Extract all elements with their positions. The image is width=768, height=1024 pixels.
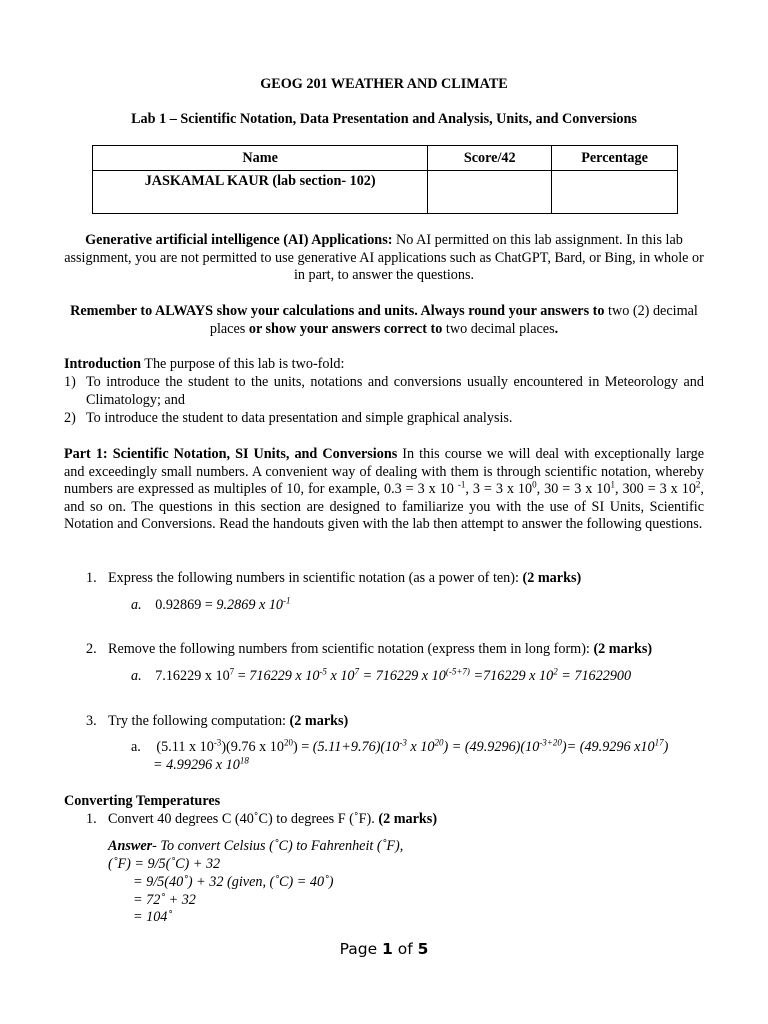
lab-title: Lab 1 – Scientific Notation, Data Presentation and Analysis, Units, and Conversions: [131, 111, 637, 127]
text-run: (2 marks): [289, 713, 349, 729]
text-run: -3: [399, 737, 407, 748]
intro-item-2: [64, 410, 704, 428]
question-3-answer: [131, 739, 711, 757]
question-2-text: [108, 641, 652, 659]
question-1-text: [108, 570, 581, 588]
intro-item-1-text: To introduce the student to the units, notations and conversions usually encountered in Meteorology and Climatology; and: [86, 374, 704, 408]
text-run: (2 marks): [593, 641, 653, 657]
text-run: Generative artificial intelligence (AI) Applications:: [85, 232, 393, 248]
text-run: 17: [654, 737, 664, 748]
footer-page-total: 5: [417, 940, 429, 958]
question-3-number: 3.: [86, 713, 97, 729]
answer-line-4: [133, 892, 733, 910]
ai-policy-paragraph: [64, 232, 704, 285]
text-run: Express the following numbers in scientific notation (as a power of ten):: [108, 570, 523, 586]
score-table: [92, 145, 678, 214]
header-percentage: Percentage: [552, 146, 678, 171]
text-run: , 3 = 3 x 10: [465, 481, 533, 498]
text-run: ) =: [292, 739, 313, 755]
text-run: Convert 40 degrees C (40: [108, 811, 254, 827]
text-run: C) to degrees F (: [258, 811, 354, 827]
footer-of: of: [392, 940, 418, 958]
question-2-answer-label: a.: [131, 668, 142, 684]
text-run: = 4.99296 x 10: [153, 757, 240, 773]
answer-line-2: [108, 856, 708, 874]
question-3-answer-label: a.: [131, 739, 141, 755]
text-run: , 30 = 3 x 10: [536, 481, 611, 498]
student-name-cell: JASKAMAL KAUR (lab section- 102): [93, 171, 428, 214]
text-run: F).: [358, 811, 379, 827]
text-run: x 10: [326, 668, 355, 684]
text-run: = 9/5(40˚) + 32 (given, (˚C) = 40˚): [133, 874, 334, 890]
question-1-answer-label: a.: [131, 597, 142, 613]
answer-line-1: [108, 838, 708, 856]
text-run: = 71622900: [557, 668, 632, 684]
text-run: ˚: [253, 811, 259, 827]
text-run: )(9.76 x 10: [221, 739, 284, 755]
score-table-row: [93, 171, 678, 214]
part1-paragraph: [64, 446, 704, 534]
text-run: =: [234, 668, 250, 684]
question-2-answer-text: [155, 668, 631, 684]
text-run: Remember to ALWAYS show your calculations and units. Always round your answers to: [70, 303, 605, 319]
text-run: 7: [354, 666, 360, 677]
text-run: 20: [434, 737, 444, 748]
text-run: -5: [319, 666, 327, 677]
intro-item-2-number: 2): [64, 410, 76, 426]
text-run: = 104˚: [133, 909, 173, 925]
text-run: )= (49.9296 x10: [561, 739, 655, 755]
answer-line-5: [133, 909, 733, 927]
question-3-answer-line-1: [156, 739, 668, 755]
text-run: ): [663, 739, 669, 755]
text-run: Answer: [108, 838, 153, 854]
text-run: -3+20: [539, 737, 562, 748]
text-run: -1: [283, 595, 291, 606]
text-run: In this course we will deal with exceptionally large and exceedingly small numbers. A convenient way of dealing with them is through scientific notation, whereby numbers are expressed as multiples of 10, for example, 0.3 = 3 x 10: [64, 446, 704, 498]
text-run: x 10: [406, 739, 435, 755]
temperature-question-1-text: [108, 811, 437, 829]
temperature-question-1-number: 1.: [86, 811, 97, 827]
header-name: Name: [93, 146, 428, 171]
text-run: 7.16229 x 10: [155, 668, 230, 684]
text-run: , and so on. The questions in this section are designed to familiarize you with the use of SI Units, Scientific Notation and Conversions. Read the handouts given with the lab then attempt to answer the following questions.: [64, 481, 704, 533]
text-run: Part 1: Scientific Notation, SI Units, and Conversions: [64, 446, 398, 462]
text-run: 9.2869 x 10: [216, 597, 284, 613]
text-run: 716229 x 10: [249, 668, 320, 684]
text-run: ˚: [353, 811, 359, 827]
text-run: 7: [229, 666, 235, 677]
intro-item-1-number: 1): [64, 374, 76, 390]
text-run: , 300 = 3 x 10: [614, 481, 696, 498]
rounding-reminder: [64, 303, 704, 338]
text-run: - To convert Celsius (˚C) to Fahrenheit (˚F),: [152, 838, 404, 854]
question-3-answer-line-2: [153, 757, 653, 775]
answer-line-3: [133, 874, 733, 892]
intro-item-2-text: To introduce the student to data presentation and simple graphical analysis.: [86, 410, 513, 426]
text-run: 1: [610, 479, 615, 490]
text-run: 0.92869 =: [155, 597, 217, 613]
text-run: 0: [532, 479, 537, 490]
question-3-text: [108, 713, 348, 731]
text-run: (5.11+9.76)(10: [312, 739, 400, 755]
question-2-number: 2.: [86, 641, 97, 657]
converting-temperatures-heading: Converting Temperatures: [64, 793, 221, 809]
text-run: 2: [695, 479, 701, 490]
text-run: (2 marks): [522, 570, 582, 586]
text-run: (5.11 x 10: [156, 739, 214, 755]
question-1-number: 1.: [86, 570, 97, 586]
text-run: (˚F) = 9/5(˚C) + 32: [108, 856, 221, 872]
text-run: two (2) decimal places: [209, 303, 698, 337]
percentage-cell: [552, 171, 678, 214]
text-run: (2 marks): [378, 811, 438, 827]
question-1-answer: [131, 597, 691, 615]
text-run: The purpose of this lab is two-fold:: [141, 356, 345, 372]
text-run: Try the following computation:: [108, 713, 290, 729]
text-run: ) = (49.9296)(10: [443, 739, 540, 755]
page-footer: [0, 940, 768, 958]
text-run: -3: [213, 737, 222, 748]
text-run: 20: [283, 737, 293, 748]
text-run: two decimal places: [442, 320, 555, 337]
text-run: 18: [239, 755, 249, 766]
course-title: GEOG 201 WEATHER AND CLIMATE: [260, 76, 508, 92]
text-run: 2: [553, 666, 558, 677]
text-run: or show your answers correct to: [248, 320, 443, 337]
text-run: .: [554, 320, 559, 337]
introduction-heading: [64, 356, 704, 374]
intro-item-1: [64, 374, 704, 409]
score-table-header-row: [93, 146, 678, 171]
text-run: =716229 x 10: [469, 668, 554, 684]
text-run: -1: [457, 479, 466, 490]
text-run: = 716229 x 10: [359, 668, 446, 684]
header-score: Score/42: [428, 146, 552, 171]
text-run: (-5+7): [445, 666, 470, 677]
footer-page-number: 1: [382, 940, 393, 958]
question-1-answer-text: [155, 597, 290, 613]
text-run: Remove the following numbers from scientific notation (express them in long form):: [108, 641, 594, 657]
footer-page-prefix: Page: [339, 940, 383, 958]
score-cell: [428, 171, 552, 214]
text-run: Introduction: [64, 356, 141, 372]
text-run: = 72˚ + 32: [133, 892, 196, 908]
question-2-answer: [131, 668, 711, 686]
text-run: No AI permitted on this lab assignment. In this lab assignment, you are not permitted to use generative AI applications such as ChatGPT, Bard, or Bing, in whole or in part, to answer the questions.: [64, 232, 704, 284]
